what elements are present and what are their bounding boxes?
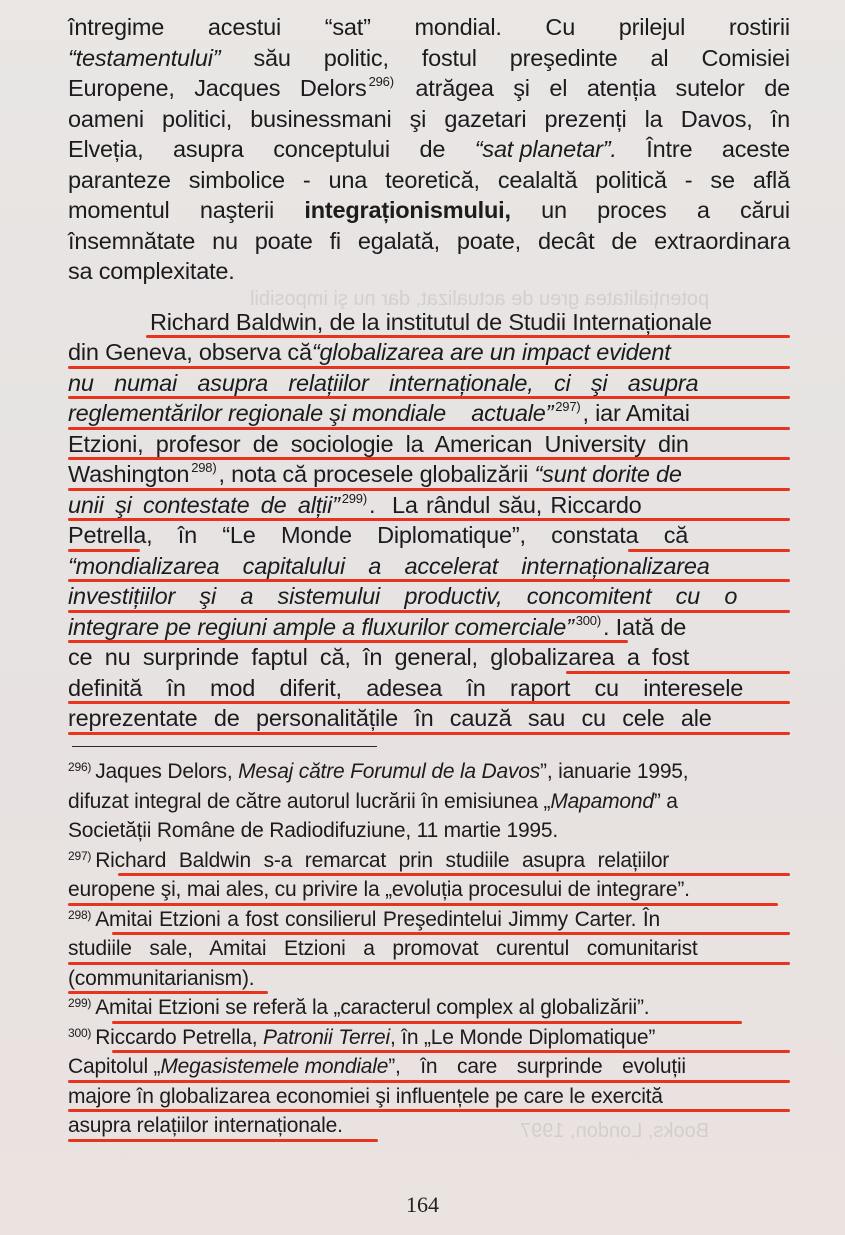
word: extraordinara (654, 227, 790, 254)
text-line (68, 520, 790, 551)
footnote-text: Jaques Delors, (95, 760, 239, 783)
word: poate, (456, 227, 521, 254)
word: atenția (586, 75, 656, 101)
word: Elveția, (68, 136, 144, 162)
word: businessmani (250, 105, 392, 132)
footnote-298 (68, 905, 790, 935)
text-line (68, 73, 790, 104)
quote: nu numai asupra relațiilor internaționale, ci şi asupra (68, 369, 699, 396)
word: fostul (421, 44, 477, 71)
text-line (68, 551, 790, 582)
text-line (68, 642, 790, 673)
sentence: , iar Amitai (582, 400, 690, 426)
quote: integrare pe regiuni ample a fluxurilor comerciale” (68, 613, 574, 640)
word: sa complexitate. (68, 258, 235, 284)
word: şi (409, 105, 427, 132)
text-line (68, 1082, 790, 1112)
word: Cu (545, 14, 576, 40)
text-line (68, 195, 790, 226)
word: - (302, 166, 311, 193)
word: simbolice (188, 166, 285, 193)
word: oameni (68, 105, 144, 132)
text-line (68, 816, 790, 846)
word: de (764, 75, 790, 101)
sentence: Richard Baldwin, de la institutul de Studii Internaționale (150, 308, 712, 335)
word: prezenți (544, 105, 627, 132)
text-line (68, 703, 790, 734)
footnote-299 (68, 993, 790, 1023)
word: a (696, 197, 710, 223)
word: atrăgea (415, 75, 494, 101)
word: egalată, (357, 227, 440, 254)
footnote-number: 300) (68, 1025, 92, 1040)
footnote-title: Megasistemele mondiale (160, 1055, 389, 1078)
text-line (68, 337, 790, 368)
text-line (68, 673, 790, 704)
footnote-title: Patronii Terrei (263, 1025, 390, 1049)
word: el (549, 75, 568, 101)
footnote-ref-297[interactable]: 297) (555, 399, 581, 414)
word: asupra (173, 136, 244, 162)
sentence: reprezentate de personalitățile în cauză sau cu cele ale (68, 705, 712, 731)
word: său (253, 44, 291, 71)
word: teoretică, (385, 166, 480, 193)
word: “testamentului” (68, 44, 221, 71)
quote: “globalizarea are un impact evident (311, 339, 671, 365)
text-line (68, 12, 790, 43)
word: Jacques (194, 75, 281, 101)
word: mondial. (414, 14, 502, 40)
sentence: Petrella, în “Le Monde Diplomatique”, constata că (68, 522, 689, 548)
paragraph-1 (68, 12, 790, 287)
footnote-text: europene şi, mai ales, cu privire la „evoluția procesului de integrare”. (68, 878, 690, 901)
footnote-title: Mesaj către Forumul de la Davos (238, 760, 541, 783)
word: rostirii (728, 14, 790, 40)
word: Comisiei (701, 44, 790, 71)
footnote-296 (68, 757, 790, 787)
text-line (68, 226, 790, 257)
word: decât (537, 227, 595, 254)
text-line (68, 429, 790, 460)
text-line (68, 1111, 790, 1141)
footnote-text: majore în globalizarea economiei şi influențele pe care le exercită (68, 1084, 663, 1108)
text-line (68, 398, 790, 429)
footnote-300 (68, 1023, 790, 1053)
word: însemnătate (68, 227, 196, 254)
footnotes (68, 757, 790, 1141)
word: Delors (299, 75, 367, 101)
footnote-text: , în „Le Monde Diplomatique” (389, 1025, 656, 1049)
word: Washington (68, 461, 190, 487)
footnote-text: Capitolul „ (68, 1055, 161, 1078)
word: gazetari (444, 105, 527, 132)
word: cărui (740, 197, 790, 223)
footnote-text: ”, în care surprinde evoluții (388, 1055, 686, 1078)
word: sutelor (675, 75, 745, 101)
word: “sat” (324, 14, 371, 40)
footnote-text: ”, ianuarie 1995, (540, 760, 689, 783)
text-line (68, 612, 790, 643)
quote: investițiilor şi a sistemului productiv, concomitent cu o (68, 583, 738, 609)
bold-term: integraționismului, (304, 197, 511, 223)
word: conceptului (273, 136, 390, 162)
sentence: . Iată de (602, 613, 687, 640)
word: află (752, 166, 790, 193)
text-line (68, 165, 790, 196)
footnote-text: difuzat integral de către autorul lucrării în emisiunea „ (68, 789, 551, 813)
sentence: Etzioni, profesor de sociologie la American University din (68, 430, 689, 457)
word: momentul (68, 197, 170, 223)
sentence: , nota că procesele globalizării (218, 461, 535, 487)
text-line (68, 581, 790, 612)
footnote-ref-298[interactable]: 298) (191, 460, 217, 475)
text-line (68, 875, 790, 905)
text-line (68, 134, 790, 165)
sentence: definită în mod diferit, adesea în raport cu interesele (68, 674, 744, 701)
word: una (328, 166, 368, 193)
paragraph-2 (68, 307, 790, 734)
word: preşedinte (509, 44, 618, 71)
footnote-divider (72, 746, 377, 748)
word: Davos, (680, 105, 753, 132)
sentence: din Geneva, observa că (68, 339, 312, 365)
word: politică (595, 166, 667, 193)
footnote-number: 296) (68, 760, 92, 774)
word: cealaltă (497, 166, 578, 193)
quote: unii şi contestate de alții” (68, 491, 340, 518)
text-line (68, 104, 790, 135)
bleed-through-text: Books, London, 1997 (520, 1120, 710, 1142)
sentence: ce nu surprinde faptul că, în general, globalizarea a fost (68, 644, 690, 670)
red-underline (68, 732, 790, 735)
footnote-title: Mapamond (550, 789, 654, 813)
bleed-through-text: potențialitatea greu de actualizat, dar nu şi imposibil (250, 288, 710, 310)
red-underline (68, 1139, 378, 1142)
quote: “sunt dorite de (534, 461, 682, 487)
footnote-text: (communitarianism). (68, 966, 255, 990)
text-line (68, 368, 790, 399)
word: un (541, 197, 567, 223)
word: aceste (721, 136, 790, 162)
word: politici, (162, 105, 233, 132)
word: Europene, (68, 75, 175, 101)
word: politic, (323, 44, 389, 71)
word: al (650, 44, 669, 71)
text-line (68, 1052, 790, 1082)
paragraph-spacing (68, 287, 790, 307)
footnote-number: 297) (68, 848, 92, 863)
word: la (644, 105, 663, 132)
footnote-ref-299[interactable]: 299) (341, 490, 367, 506)
book-page (68, 12, 790, 1141)
word: în (770, 105, 790, 132)
footnote-text: Societății Române de Radiodifuziune, 11 martie 1995. (68, 819, 559, 842)
footnote-text: Richard Baldwin s-a remarcat prin studiile asupra relațiilor (95, 848, 670, 872)
footnote-ref-300[interactable]: 300) (575, 612, 601, 628)
quote: reglementărilor regionale şi mondiale actuale” (68, 400, 554, 426)
footnote-number: 299) (68, 996, 92, 1010)
footnote-text: Amitai Etzioni a fost consilierul Preşedintelui Jimmy Carter. În (95, 907, 660, 931)
footnote-297 (68, 846, 790, 876)
page-number: 164 (406, 1192, 439, 1217)
word: Între (646, 136, 693, 162)
word: poate (254, 227, 313, 254)
footnote-text: studiile sale, Amitai Etzioni a promovat curentul comunitarist (68, 937, 698, 960)
word: naşterii (199, 197, 275, 223)
footnote-text: Riccardo Petrella, (95, 1025, 263, 1049)
text-line (68, 256, 790, 287)
word: “sat planetar”. (474, 136, 617, 162)
footnote-text: ” a (653, 789, 678, 813)
text-line (68, 459, 790, 490)
text-line (68, 787, 790, 817)
text-line (68, 43, 790, 74)
word: întregime (68, 14, 165, 40)
footnote-text: Amitai Etzioni se referă la „caracterul complex al globalizării”. (95, 996, 650, 1019)
text-line (68, 964, 790, 994)
word: se (710, 166, 735, 193)
word: şi (513, 75, 530, 101)
sentence: . La rândul său, Riccardo (368, 491, 642, 518)
word: acestui (207, 14, 281, 40)
word: proces (597, 197, 667, 223)
text-line (68, 490, 790, 521)
footnote-number: 298) (68, 907, 92, 922)
word: de (611, 227, 638, 254)
word: paranteze (68, 166, 171, 193)
word: - (684, 166, 693, 193)
word: prilejul (618, 14, 686, 40)
quote: “mondializarea capitalului a accelerat internaționalizarea (68, 552, 710, 579)
text-line (68, 307, 790, 338)
word: nu (212, 227, 238, 254)
footnote-text: asupra relațiilor internaționale. (68, 1114, 343, 1137)
footnote-ref-296[interactable]: 296) (368, 74, 394, 89)
text-line (68, 934, 790, 964)
word: de (419, 136, 446, 162)
word: fi (329, 227, 341, 254)
